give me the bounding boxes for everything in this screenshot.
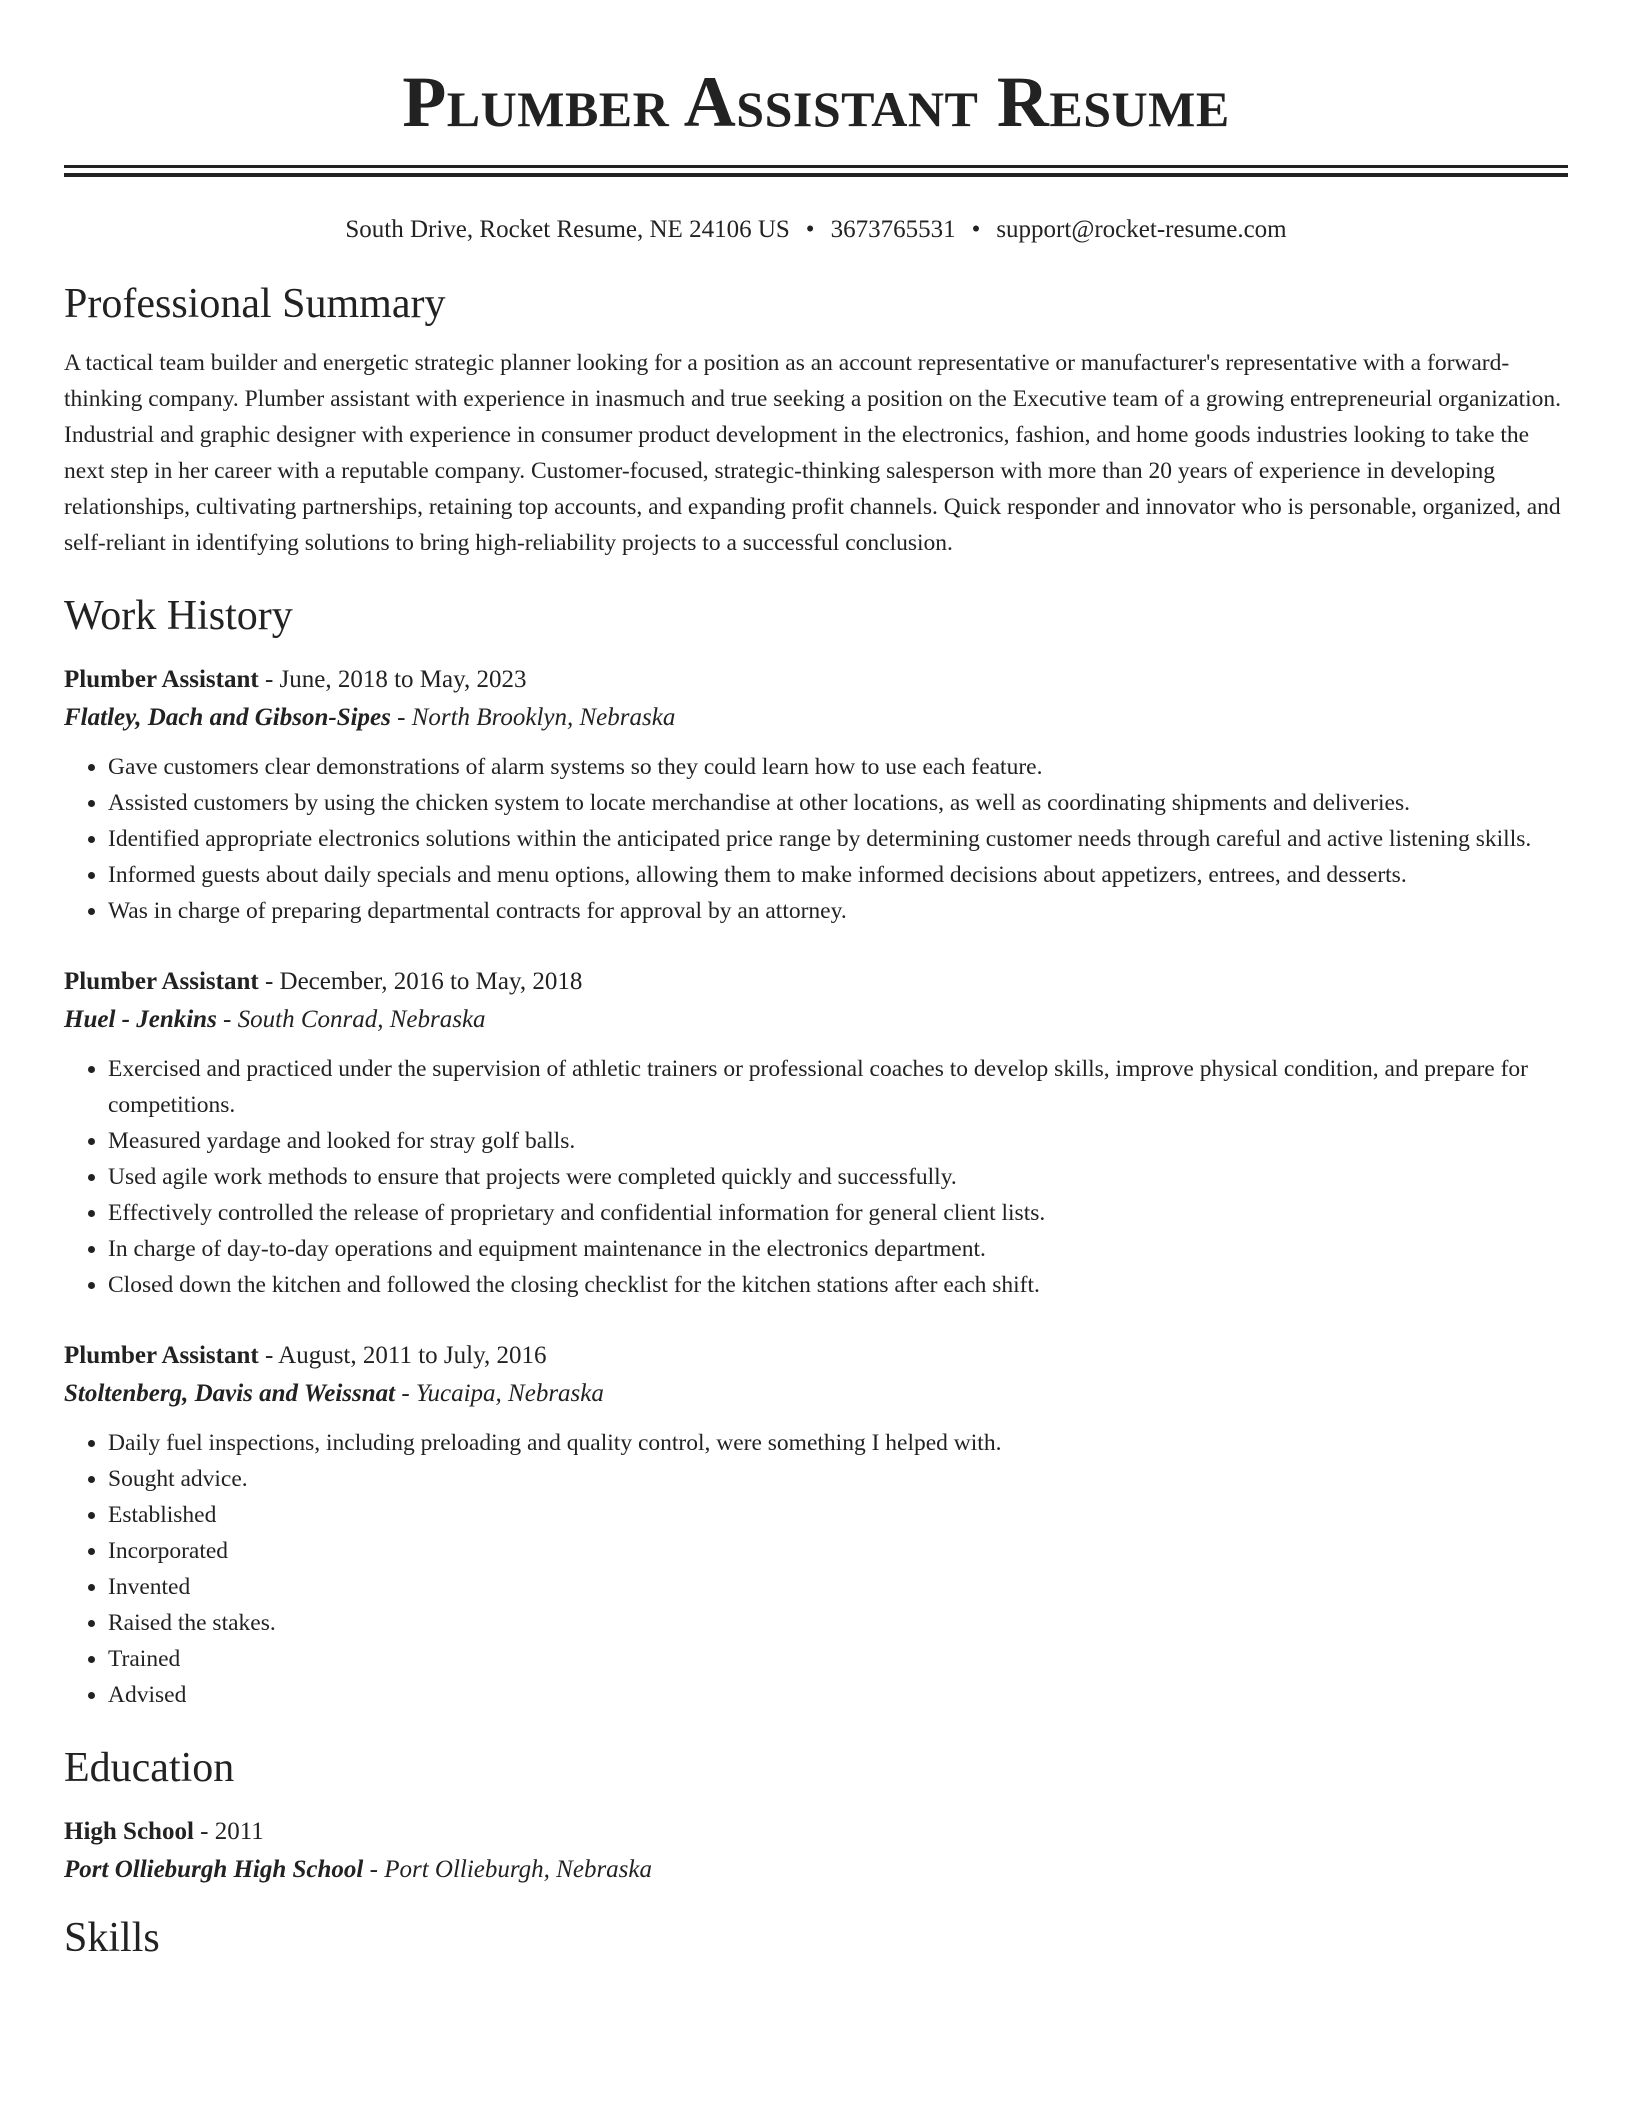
job-duties-list [64,1425,1568,1713]
list-item: • Closed down the kitchen and followed the closing checklist for the kitchen stations after each shift. [108,1267,1568,1303]
job-location: - South Conrad, Nebraska [216,1006,486,1033]
education-header [64,1813,1568,1851]
list-item: • Exercised and practiced under the supervision of athletic trainers or professional coaches to develop skills, improve physical condition, and prepare for competitions. [108,1051,1568,1123]
list-item: • Invented [108,1569,1568,1605]
job-entry [64,1337,1568,1713]
job-title: Plumber Assistant [64,666,259,693]
contact-phone: 3673765531 [830,216,956,243]
skills-heading: Skills [64,1915,160,1961]
list-item: • Was in charge of preparing departmental contracts for approval by an attorney. [108,893,1568,929]
job-dates: - June, 2018 to May, 2023 [258,666,527,693]
job-employer [64,1375,1568,1413]
contact-address: South Drive, Rocket Resume, NE 24106 US [345,216,790,243]
job-company: Flatley, Dach and Gibson-Sipes [64,704,391,731]
title-rule-bottom [64,173,1568,177]
job-location: - North Brooklyn, Nebraska [390,704,676,731]
list-item: • Trained [108,1641,1568,1677]
education-school: Port Ollieburgh High School [64,1856,364,1883]
list-item: • Assisted customers by using the chicken system to locate merchandise at other locations, as well as coordinating shipments and deliveries. [108,785,1568,821]
job-title: Plumber Assistant [64,968,259,995]
summary-text: A tactical team builder and energetic strategic planner looking for a position as an account representative or manufacturer's representative with a forward-thinking company. Plumber assistant with experience in inasmuch and true seeking a position on the Executive team of a growing entrepreneurial organization. Industrial and graphic designer with experience in consumer product development in the electronics, fashion, and home goods industries looking to take the next step in her career with a reputable company. Customer-focused, strategic-thinking salesperson with more than 20 years of experience in developing relationships, cultivating partnerships, retaining top accounts, and expanding profit channels. Quick responder and innovator who is personable, organized, and self-reliant in identifying solutions to bring high-reliability projects to a successful conclusion. [64,350,1562,556]
job-entry [64,661,1568,929]
title-rule-top [64,165,1568,168]
bullet-separator-icon: • [805,216,815,243]
list-item: • Identified appropriate electronics solutions within the anticipated price range by determining customer needs through careful and active listening skills. [108,821,1568,857]
education-year: - 2011 [193,1818,264,1845]
job-header [64,661,1568,699]
list-item: • Sought advice. [108,1461,1568,1497]
list-item: • Used agile work methods to ensure that projects were completed quickly and successfully. [108,1159,1568,1195]
work-history-heading: Work History [64,593,293,639]
job-title: Plumber Assistant [64,1342,259,1369]
education-degree: High School [64,1818,194,1845]
list-item: • Effectively controlled the release of proprietary and confidential information for general client lists. [108,1195,1568,1231]
contact-line [64,215,1568,245]
list-item: • Daily fuel inspections, including preloading and quality control, were something I helped with. [108,1425,1568,1461]
job-employer [64,1001,1568,1039]
list-item: • In charge of day-to-day operations and equipment maintenance in the electronics department. [108,1231,1568,1267]
job-dates: - August, 2011 to July, 2016 [258,1342,547,1369]
list-item: • Informed guests about daily specials and menu options, allowing them to make informed decisions about appetizers, entrees, and desserts. [108,857,1568,893]
job-header [64,963,1568,1001]
job-duties-list [64,749,1568,929]
education-heading: Education [64,1745,235,1791]
education-location: - Port Ollieburgh, Nebraska [363,1856,653,1883]
list-item: • Incorporated [108,1533,1568,1569]
job-entry [64,963,1568,1303]
list-item: • Advised [108,1677,1568,1713]
job-dates: - December, 2016 to May, 2018 [258,968,583,995]
bullet-separator-icon: • [971,216,981,243]
list-item: • Gave customers clear demonstrations of alarm systems so they could learn how to use each feature. [108,749,1568,785]
summary-heading: Professional Summary [64,281,446,327]
job-employer [64,699,1568,737]
job-header [64,1337,1568,1375]
education-school-line [64,1851,1568,1889]
resume-title: Plumber Assistant Resume [402,62,1230,142]
education-entry [64,1813,1568,1889]
job-duties-list [64,1051,1568,1303]
job-location: - Yucaipa, Nebraska [395,1380,604,1407]
job-company: Huel - Jenkins [64,1006,217,1033]
list-item: • Established [108,1497,1568,1533]
list-item: • Measured yardage and looked for stray golf balls. [108,1123,1568,1159]
job-company: Stoltenberg, Davis and Weissnat [64,1380,396,1407]
list-item: • Raised the stakes. [108,1605,1568,1641]
contact-email: support@rocket-resume.com [996,216,1287,243]
